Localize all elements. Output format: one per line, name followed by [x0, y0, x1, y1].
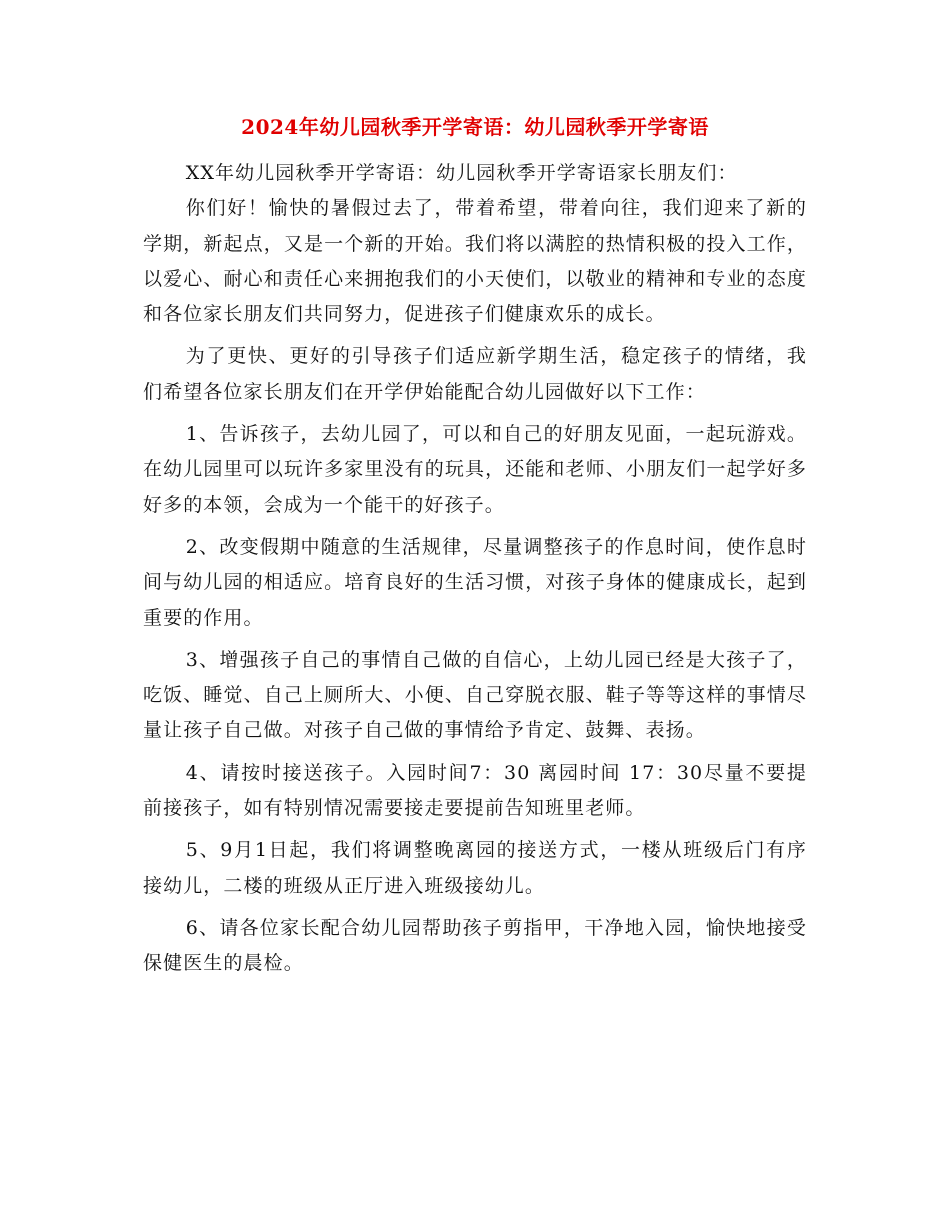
paragraph-item-1: 1、告诉孩子，去幼儿园了，可以和自己的好朋友见面，一起玩游戏。在幼儿园里可以玩许多家里没有的玩具，还能和老师、小朋友们一起学好多好多的本领，会成为一个能干的好孩子。 [143, 423, 807, 516]
paragraph-item-3: 3、增强孩子自己的事情自己做的自信心，上幼儿园已经是大孩子了，吃饭、睡觉、自己上厕所大、小便、自己穿脱衣服、鞋子等等这样的事情尽量让孩子自己做。对孩子自己做的事情给予肯定、鼓舞、表扬。 [143, 648, 807, 742]
paragraph-intro: 你们好！愉快的暑假过去了，带着希望，带着向往，我们迎来了新的学期，新起点，又是一个新的开始。我们将以满腔的热情积极的投入工作，以爱心、耐心和责任心来拥抱我们的小天使们，以敬业的精神和专业的态度和各位家长朋友们共同努力，促进孩子们健康欢乐的成长。 [143, 197, 807, 326]
paragraph-item-4: 4、请按时接送孩子。入园时间7：30 离园时间 17：30尽量不要提前接孩子，如有特别情况需要接走要提前告知班里老师。 [143, 761, 807, 820]
paragraph-item-2: 2、改变假期中随意的生活规律，尽量调整孩子的作息时间，使作息时间与幼儿园的相适应。培育良好的生活习惯，对孩子身体的健康成长，起到重要的作用。 [143, 535, 807, 629]
paragraph-item-5: 5、9月1日起，我们将调整晚离园的接送方式，一楼从班级后门有序接幼儿，二楼的班级从正厅进入班级接幼儿。 [143, 839, 807, 897]
document-title: 2024年幼儿园秋季开学寄语：幼儿园秋季开学寄语 [241, 115, 709, 139]
paragraph-greeting: XX年幼儿园秋季开学寄语：幼儿园秋季开学寄语家长朋友们： [185, 162, 738, 184]
paragraph-request: 为了更快、更好的引导孩子们适应新学期生活，稳定孩子的情绪，我们希望各位家长朋友们在开学伊始能配合幼儿园做好以下工作： [143, 345, 807, 403]
paragraph-item-6: 6、请各位家长配合幼儿园帮助孩子剪指甲，干净地入园，愉快地接受保健医生的晨检。 [143, 916, 807, 975]
document-body [143, 156, 807, 989]
